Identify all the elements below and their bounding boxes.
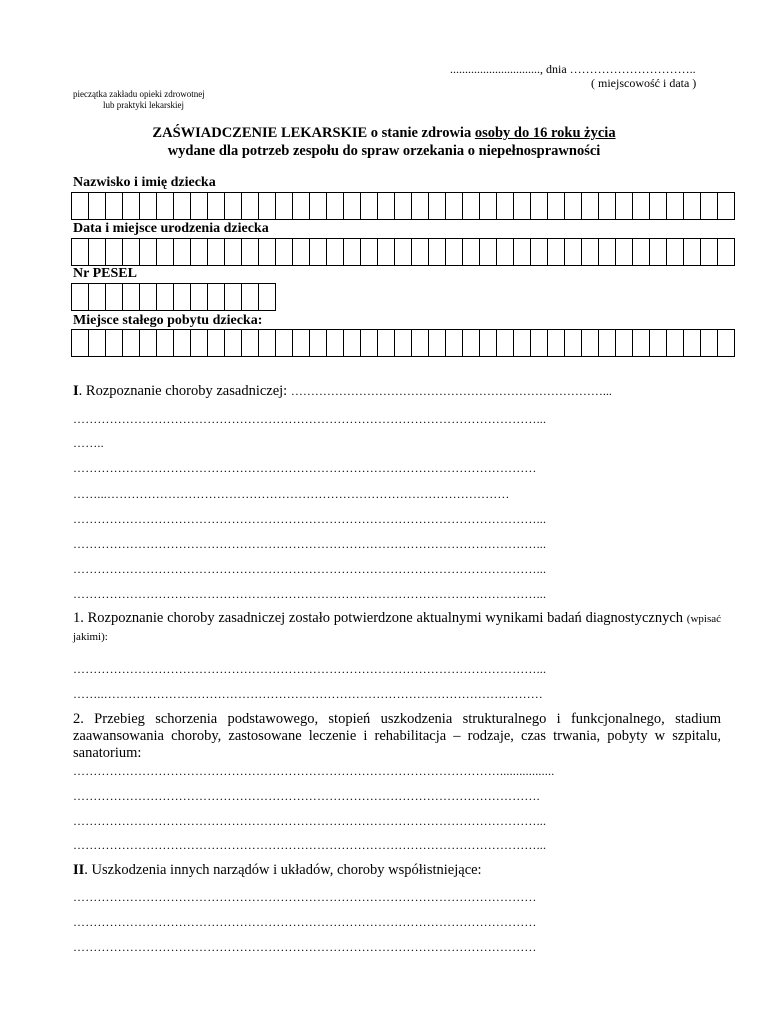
char-box[interactable]: [327, 330, 344, 356]
char-box[interactable]: [89, 330, 106, 356]
char-box[interactable]: [361, 239, 378, 265]
char-box[interactable]: [225, 330, 242, 356]
section1-line[interactable]: ……………………………………………………………………………………………………...: [73, 537, 547, 551]
char-box[interactable]: [446, 330, 463, 356]
item2-paragraph: 2. Przebieg schorzenia podstawowego, stopień uszkodzenia strukturalnego i funkcjonalnego, stadium zaawansowania choroby, zastosowane leczenie i rehabilitacja – rodzaje, czas trwania, pobyty w szpitalu, sanatorium:: [73, 711, 721, 761]
char-box[interactable]: [276, 330, 293, 356]
char-box[interactable]: [718, 239, 735, 265]
section1-heading-dots[interactable]: ……………………………………………………………………...: [290, 384, 612, 398]
char-box[interactable]: [463, 239, 480, 265]
char-box[interactable]: [633, 239, 650, 265]
stamp-label-line1: pieczątka zakładu opieki zdrowotnej: [73, 89, 205, 99]
char-box[interactable]: [582, 239, 599, 265]
char-box[interactable]: [548, 330, 565, 356]
char-box[interactable]: [497, 330, 514, 356]
section1-line[interactable]: ……..: [73, 436, 104, 450]
section2-heading-text: . Uszkodzenia innych narządów i układów, choroby współistniejące:: [84, 862, 482, 878]
char-box[interactable]: [361, 330, 378, 356]
char-box[interactable]: [208, 193, 225, 219]
char-box[interactable]: [378, 193, 395, 219]
section1-line[interactable]: ……...………………………………………………………………………………………: [73, 487, 510, 501]
section2-line[interactable]: ……………………………………………………………………………………………………: [73, 890, 537, 904]
char-box[interactable]: [157, 239, 174, 265]
char-box[interactable]: [684, 239, 701, 265]
char-box[interactable]: [293, 239, 310, 265]
char-box[interactable]: [225, 193, 242, 219]
char-box[interactable]: [191, 193, 208, 219]
char-box[interactable]: [276, 193, 293, 219]
section1-roman: I: [73, 383, 79, 399]
char-box[interactable]: [701, 239, 718, 265]
section1-line[interactable]: ……………………………………………………………………………………………………...: [73, 512, 547, 526]
char-box[interactable]: [344, 330, 361, 356]
char-box[interactable]: [395, 239, 412, 265]
char-box[interactable]: [293, 330, 310, 356]
char-box[interactable]: [89, 239, 106, 265]
char-box[interactable]: [344, 239, 361, 265]
char-box[interactable]: [633, 330, 650, 356]
char-box[interactable]: [616, 193, 633, 219]
title-age-underlined: osoby do 16 roku życia: [474, 125, 616, 141]
char-box[interactable]: [157, 193, 174, 219]
char-box[interactable]: [497, 239, 514, 265]
char-box[interactable]: [208, 284, 225, 310]
char-box[interactable]: [191, 239, 208, 265]
char-box[interactable]: [565, 193, 582, 219]
char-box[interactable]: [429, 193, 446, 219]
section2-line[interactable]: ……………………………………………………………………………………………………: [73, 915, 537, 929]
char-box[interactable]: [242, 330, 259, 356]
item2-line[interactable]: ……………………………………………………………………………………………………...: [73, 814, 547, 828]
char-box[interactable]: [412, 330, 429, 356]
char-box[interactable]: [106, 193, 123, 219]
char-box[interactable]: [650, 193, 667, 219]
char-box[interactable]: [463, 330, 480, 356]
item1-text: 1. Rozpoznanie choroby zasadniczej zostało potwierdzone aktualnymi wynikami badań diagnostycznych: [73, 610, 687, 626]
char-box[interactable]: [497, 193, 514, 219]
char-box[interactable]: [157, 330, 174, 356]
char-box[interactable]: [667, 330, 684, 356]
item1-line[interactable]: ……..………………………………………………………………………………………………: [73, 687, 543, 701]
char-box[interactable]: [412, 239, 429, 265]
item2-line[interactable]: …………………………………………………………………………………………………….: [73, 789, 540, 803]
char-box[interactable]: [140, 284, 157, 310]
item2-line[interactable]: ……………………………………………………………………………………………………...: [73, 838, 547, 852]
char-box[interactable]: [514, 330, 531, 356]
char-box[interactable]: [208, 330, 225, 356]
char-box[interactable]: [480, 239, 497, 265]
char-box[interactable]: [548, 193, 565, 219]
char-box[interactable]: [429, 239, 446, 265]
char-box[interactable]: [225, 284, 242, 310]
char-box[interactable]: [208, 239, 225, 265]
document-title: [0, 125, 768, 142]
birth-date-place-grid[interactable]: [71, 238, 735, 266]
char-box[interactable]: [684, 330, 701, 356]
char-box[interactable]: [310, 330, 327, 356]
char-box[interactable]: [616, 330, 633, 356]
section2-heading: [73, 862, 482, 879]
char-box[interactable]: [174, 284, 191, 310]
char-box[interactable]: [412, 193, 429, 219]
char-box[interactable]: [684, 193, 701, 219]
char-box[interactable]: [72, 330, 89, 356]
char-box[interactable]: [106, 284, 123, 310]
char-box[interactable]: [140, 239, 157, 265]
child-name-label: Nazwisko i imię dziecka: [73, 175, 216, 190]
char-box[interactable]: [701, 193, 718, 219]
residence-grid[interactable]: [71, 329, 735, 357]
char-box[interactable]: [565, 330, 582, 356]
char-box[interactable]: [72, 284, 89, 310]
char-box[interactable]: [310, 193, 327, 219]
pesel-label: Nr PESEL: [73, 266, 137, 281]
char-box[interactable]: [259, 193, 276, 219]
char-box[interactable]: [463, 193, 480, 219]
char-box[interactable]: [259, 284, 276, 310]
char-box[interactable]: [650, 239, 667, 265]
char-box[interactable]: [344, 193, 361, 219]
char-box[interactable]: [429, 330, 446, 356]
char-box[interactable]: [174, 193, 191, 219]
char-box[interactable]: [582, 330, 599, 356]
char-box[interactable]: [599, 193, 616, 219]
char-box[interactable]: [106, 330, 123, 356]
item1-hint: (wpisać jakimi):: [73, 613, 721, 643]
char-box[interactable]: [191, 330, 208, 356]
pesel-grid[interactable]: [71, 283, 276, 311]
char-box[interactable]: [582, 193, 599, 219]
section1-heading-text: . Rozpoznanie choroby zasadniczej:: [78, 383, 291, 399]
char-box[interactable]: [395, 193, 412, 219]
char-box[interactable]: [446, 193, 463, 219]
char-box[interactable]: [140, 193, 157, 219]
char-box[interactable]: [480, 193, 497, 219]
residence-label: Miejsce stałego pobytu dziecka:: [73, 313, 263, 328]
char-box[interactable]: [242, 193, 259, 219]
char-box[interactable]: [718, 193, 735, 219]
char-box[interactable]: [378, 330, 395, 356]
birth-date-place-label: Data i miejsce urodzenia dziecka: [73, 221, 269, 236]
char-box[interactable]: [123, 239, 140, 265]
char-box[interactable]: [310, 239, 327, 265]
char-box[interactable]: [650, 330, 667, 356]
place-date-label: ( miejscowość i data ): [591, 76, 697, 90]
section1-line[interactable]: ……………………………………………………………………………………………………...: [73, 562, 547, 576]
char-box[interactable]: [123, 284, 140, 310]
document-subtitle: wydane dla potrzeb zespołu do spraw orzekania o niepełnosprawności: [167, 143, 601, 159]
char-box[interactable]: [616, 239, 633, 265]
char-box[interactable]: [548, 239, 565, 265]
char-box[interactable]: [225, 239, 242, 265]
char-box[interactable]: [327, 239, 344, 265]
char-box[interactable]: [667, 239, 684, 265]
place-date-line[interactable]: .............................., dnia …………………………..: [450, 62, 696, 76]
char-box[interactable]: [140, 330, 157, 356]
char-box[interactable]: [174, 330, 191, 356]
char-box[interactable]: [123, 330, 140, 356]
char-box[interactable]: [531, 330, 548, 356]
char-box[interactable]: [514, 239, 531, 265]
char-box[interactable]: [395, 330, 412, 356]
item2-line[interactable]: …………………………………………………………………………………………….................: [73, 764, 555, 778]
char-box[interactable]: [89, 193, 106, 219]
char-box[interactable]: [106, 239, 123, 265]
char-box[interactable]: [599, 330, 616, 356]
char-box[interactable]: [480, 330, 497, 356]
char-box[interactable]: [633, 193, 650, 219]
char-box[interactable]: [259, 239, 276, 265]
char-box[interactable]: [259, 330, 276, 356]
char-box[interactable]: [361, 193, 378, 219]
child-name-grid[interactable]: [71, 192, 735, 220]
char-box[interactable]: [565, 239, 582, 265]
char-box[interactable]: [191, 284, 208, 310]
char-box[interactable]: [72, 239, 89, 265]
section1-heading: [73, 383, 612, 400]
section1-line[interactable]: ……………………………………………………………………………………………………: [73, 461, 537, 475]
char-box[interactable]: [378, 239, 395, 265]
section2-line[interactable]: ……………………………………………………………………………………………………: [73, 940, 537, 954]
item1-line[interactable]: ……………………………………………………………………………………………………...: [73, 662, 547, 676]
char-box[interactable]: [327, 193, 344, 219]
section2-roman: II: [73, 862, 85, 878]
char-box[interactable]: [242, 284, 259, 310]
char-box[interactable]: [157, 284, 174, 310]
item1-paragraph: [73, 610, 721, 646]
char-box[interactable]: [276, 239, 293, 265]
stamp-label-line2: lub praktyki lekarskiej: [103, 100, 184, 110]
section1-line[interactable]: ……………………………………………………………………………………………………...: [73, 412, 547, 426]
title-main: ZAŚWIADCZENIE LEKARSKIE o stanie zdrowia: [152, 125, 475, 141]
char-box[interactable]: [123, 193, 140, 219]
char-box[interactable]: [446, 239, 463, 265]
char-box[interactable]: [514, 193, 531, 219]
char-box[interactable]: [667, 193, 684, 219]
char-box[interactable]: [72, 193, 89, 219]
char-box[interactable]: [599, 239, 616, 265]
char-box[interactable]: [242, 239, 259, 265]
char-box[interactable]: [293, 193, 310, 219]
char-box[interactable]: [531, 193, 548, 219]
char-box[interactable]: [701, 330, 718, 356]
char-box[interactable]: [718, 330, 735, 356]
char-box[interactable]: [174, 239, 191, 265]
char-box[interactable]: [531, 239, 548, 265]
char-box[interactable]: [89, 284, 106, 310]
section1-line[interactable]: ……………………………………………………………………………………………………...: [73, 587, 547, 601]
